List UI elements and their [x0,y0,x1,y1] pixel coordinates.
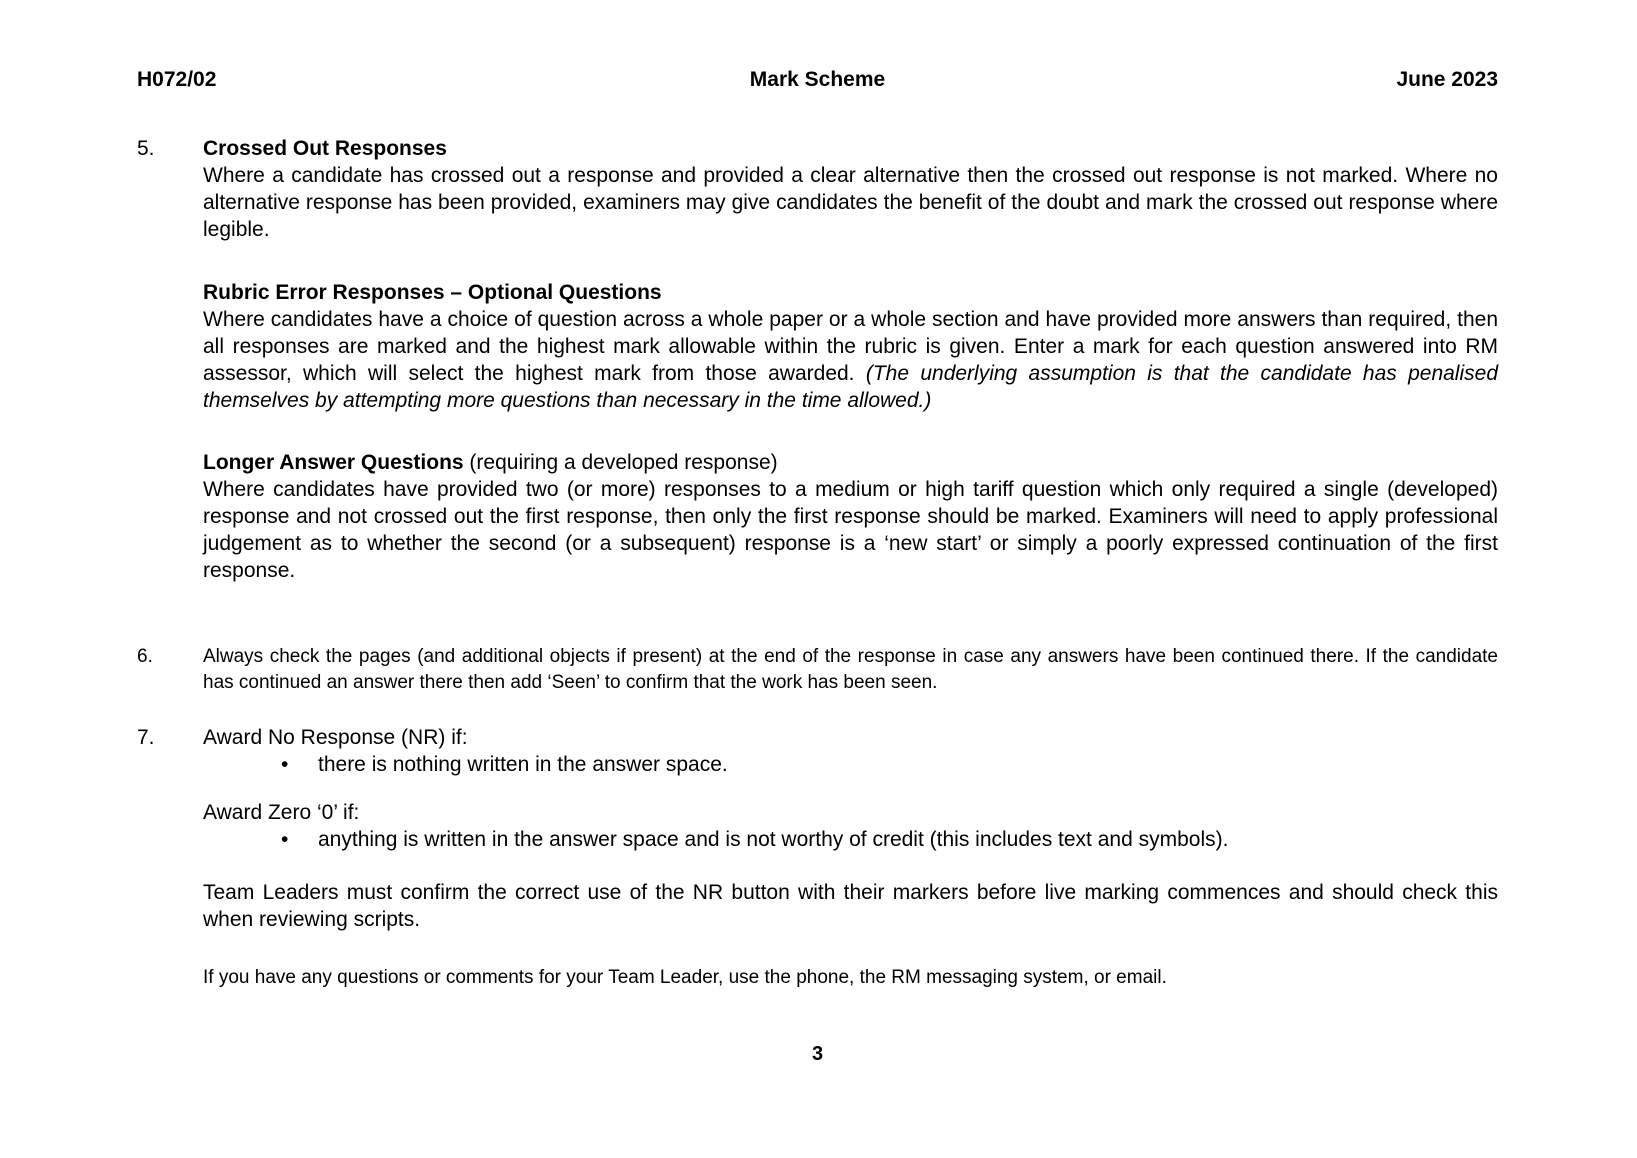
award-zero-intro: Award Zero ‘0’ if: [203,801,360,824]
section-7-number: 7. [137,726,155,749]
section-5-content [203,135,1498,584]
session-date: June 2023 [1396,68,1499,91]
no-response-bullet-text: there is nothing written in the answer space. [318,753,728,776]
bullet-icon: • [281,828,289,851]
check-pages-paragraph: Always check the pages (and additional objects if present) at the end of the response in case any answers have been continued there. If the candidate has continued an answer there then add ‘Seen’ to confirm that the work has been seen. [203,646,1498,693]
longer-answer-questions-heading-suffix: (requiring a developed response) [463,451,778,474]
rubric-error-body-text: Where candidates have a choice of question across a whole paper or a whole section and have provided more answers than required, then all responses are marked and the highest mark allowable within the rubric is given. Enter a mark for each question answered into RM assessor, which will select the highest mark from those awarded. [203,308,1498,385]
contact-note-paragraph: If you have any questions or comments for your Team Leader, use the phone, the RM messaging system, or email. [203,967,1167,988]
award-no-response-intro: Award No Response (NR) if: [203,726,468,749]
page-number: 3 [811,1043,824,1065]
section-7-content [203,724,1498,991]
page-header [137,66,1498,93]
section-6-number: 6. [137,646,153,667]
team-leaders-paragraph: Team Leaders must confirm the correct use of the NR button with their markers before live marking commences and should check this when reviewing scripts. [203,881,1498,931]
no-response-bullet-item [203,751,1498,778]
longer-answer-questions-heading-line [203,449,1498,476]
rubric-error-responses-heading: Rubric Error Responses – Optional Questions [203,281,662,304]
award-zero-bullet-text: anything is written in the answer space and is not worthy of credit (this includes text and symbols). [318,828,1229,851]
document-title: Mark Scheme [749,68,886,91]
rubric-error-responses-paragraph [203,306,1498,414]
section-6-content [203,644,1498,696]
crossed-out-responses-paragraph: Where a candidate has crossed out a response and provided a clear alternative then the crossed out response is not marked. Where no alternative response has been provided, examiners may give candidates the benefit of the doubt and mark the crossed out response where legible. [203,164,1498,241]
page-footer [137,1041,1498,1068]
rubric-error-body-italic-note: (The underlying assumption is that the candidate has penalised themselves by attempting more questions than necessary in the time allowed.) [203,362,1498,412]
section-7 [137,724,1498,991]
award-zero-bullet-item [203,826,1498,853]
bullet-icon: • [281,753,289,776]
crossed-out-responses-heading: Crossed Out Responses [203,137,447,160]
longer-answer-questions-paragraph: Where candidates have provided two (or more) responses to a medium or high tariff question which only required a single (developed) response and not crossed out the first response, then only the first response should be marked. Examiners will need to apply professional judgement as to whether the second (or a subsequent) response is a ‘new start’ or simply a poorly expressed continuation of the first response. [203,478,1498,582]
section-6 [137,644,1498,696]
paper-code: H072/02 [137,68,217,91]
section-5 [137,135,1498,584]
section-5-number: 5. [137,137,155,160]
longer-answer-questions-heading: Longer Answer Questions [203,451,464,474]
